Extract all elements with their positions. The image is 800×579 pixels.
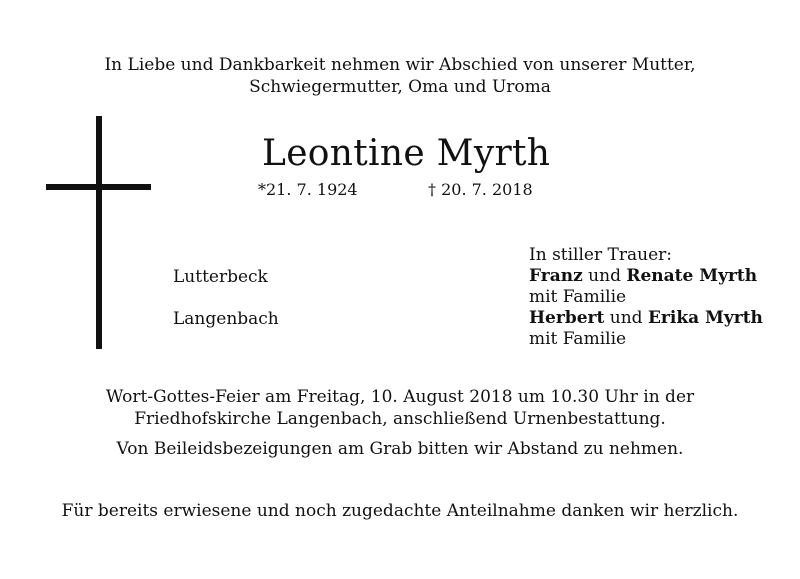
death-date: † 20. 7. 2018 — [428, 180, 533, 199]
service-line-1: Wort-Gottes-Feier am Freitag, 10. August 2018 um 10.30 Uhr in der — [105, 387, 695, 407]
mourner-family-1 — [529, 266, 763, 287]
place-2: Langenbach — [173, 309, 279, 329]
mourner-first-name: Herbert — [529, 308, 605, 328]
mourner-family-1-suffix: mit Familie — [529, 287, 627, 307]
place-1: Lutterbeck — [173, 267, 268, 287]
mourner-second-name: Erika Myrth — [647, 308, 763, 328]
mourner-family-2-suffix: mit Familie — [529, 329, 627, 349]
condolence-request: Von Beileidsbezeigungen am Grab bitten wir Abstand zu nehmen. — [116, 439, 684, 459]
cross-icon-bar — [46, 184, 151, 190]
birth-date: *21. 7. 1924 — [258, 180, 358, 199]
mourner-first-name: Franz — [529, 266, 583, 286]
mourner-connector: und — [604, 308, 648, 328]
service-info — [0, 386, 800, 430]
mourner-connector: und — [582, 266, 627, 286]
intro-line-1: In Liebe und Dankbarkeit nehmen wir Abschied von unserer Mutter, — [104, 55, 696, 75]
intro-text — [0, 54, 800, 98]
mourners-block — [529, 245, 763, 350]
cross-icon — [96, 116, 102, 349]
mourner-second-name: Renate Myrth — [626, 266, 758, 286]
service-line-2: Friedhofskirche Langenbach, anschließend Urnenbestattung. — [134, 409, 666, 429]
intro-line-2: Schwiegermutter, Oma und Uroma — [249, 77, 551, 97]
thanks-text: Für bereits erwiesene und noch zugedachte Anteilnahme danken wir herzlich. — [61, 501, 739, 521]
mourners-heading: In stiller Trauer: — [529, 245, 672, 265]
deceased-name: Leontine Myrth — [262, 133, 551, 174]
mourner-family-2 — [529, 308, 763, 329]
